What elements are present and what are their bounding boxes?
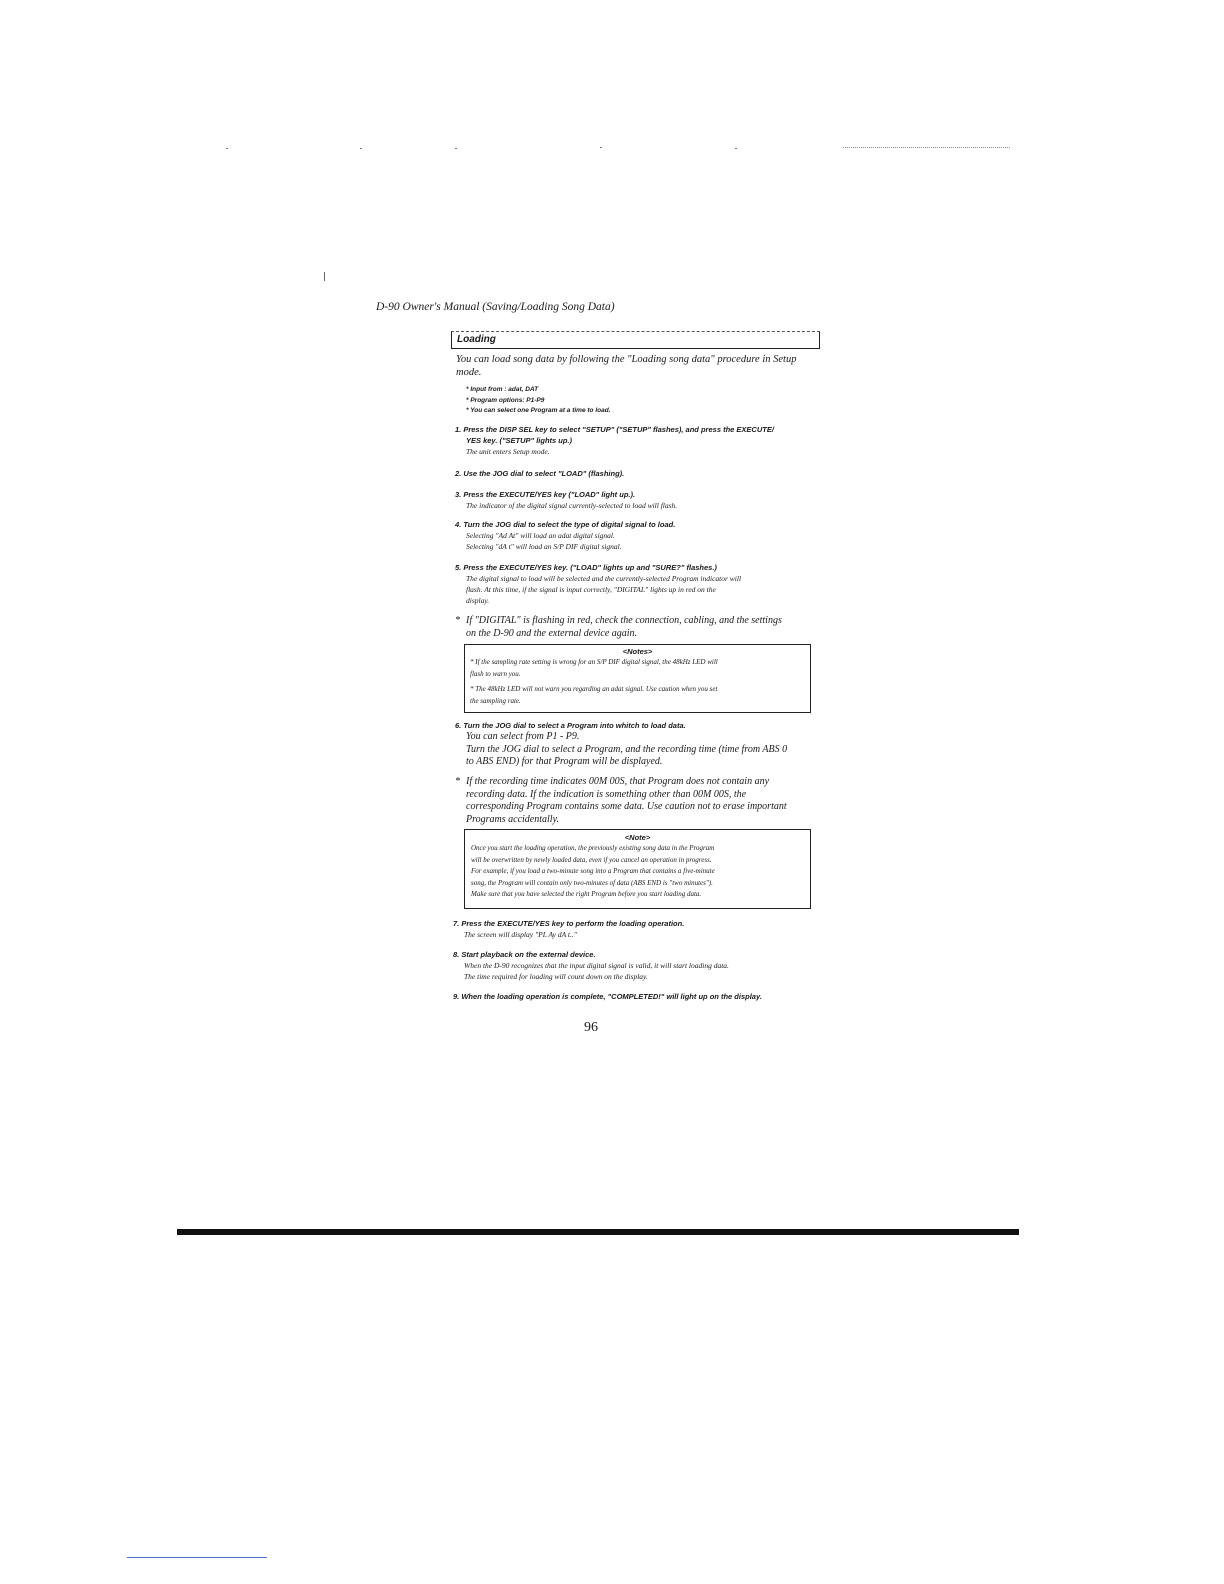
- notes-title: <Notes>: [622, 647, 653, 656]
- bullet-marker: *: [455, 776, 460, 787]
- step-9: [453, 991, 823, 1002]
- note-line: the sampling rate.: [470, 696, 521, 705]
- step-description: to ABS END) for that Program will be displayed.: [466, 756, 663, 768]
- step-heading: 2. Use the JOG dial to select "LOAD" (flashing).: [455, 469, 625, 478]
- bullet-line: If "DIGITAL" is flashing in red, check the connection, cabling, and the settings: [466, 615, 782, 626]
- spec-item: * Program options: P1-P9: [466, 396, 545, 404]
- step-4: [455, 519, 825, 552]
- step-description: The time required for loading will count down on the display.: [464, 972, 648, 981]
- bullet-line: recording data. If the indication is something other than 00M 00S, the: [466, 788, 747, 800]
- step-heading: YES key. ("SETUP" lights up.): [466, 436, 573, 445]
- running-header: D-90 Owner's Manual (Saving/Loading Song Data): [376, 301, 615, 313]
- scan-speck-row: [843, 147, 1010, 149]
- note-line: Once you start the loading operation, the previously existing song data in the Program: [471, 844, 715, 852]
- bottom-rule: [177, 1229, 1019, 1235]
- intro-paragraph: You can load song data by following the "Loading song data" procedure in Setup mode.: [456, 354, 797, 378]
- step-description: The screen will display "PL Ay dA t..": [464, 930, 577, 939]
- step-heading: 8. Start playback on the external device.: [453, 950, 596, 959]
- step-heading: 4. Turn the JOG dial to select the type of digital signal to load.: [455, 520, 676, 529]
- bullet-line: on the D-90 and the external device again.: [466, 627, 638, 639]
- caution-bullet: [455, 615, 825, 640]
- step-3: [455, 489, 825, 511]
- spec-item: * Input from : adat, DAT: [466, 386, 539, 393]
- note-line: * The 48kHz LED will not warn you regarding an adat signal. Use caution when you set: [470, 685, 718, 693]
- bullet-marker: *: [455, 615, 460, 626]
- step-heading: 5. Press the EXECUTE/YES key. ("LOAD" lights up and "SURE?" flashes.): [455, 563, 717, 572]
- step-description: flash. At this time, if the signal is input correctly, "DIGITAL" lights up in red on the: [466, 585, 716, 594]
- section-title: Loading: [457, 334, 496, 345]
- step-heading: 6. Turn the JOG dial to select a Program into whitch to load data.: [455, 721, 686, 730]
- note-box: [464, 829, 811, 909]
- step-5: [455, 562, 825, 606]
- scan-speck: [600, 147, 602, 148]
- scan-speck: [455, 148, 457, 149]
- step-description: Selecting "dA t" will load an S/P DIF digital signal.: [466, 542, 622, 551]
- step-2: [455, 468, 825, 479]
- spec-list: [466, 385, 611, 417]
- step-8: [453, 949, 823, 982]
- spec-item: * You can select one Program at a time to load.: [466, 407, 611, 414]
- step-6: [455, 720, 825, 769]
- step-description: The digital signal to load will be selected and the currently-selected Program indicator will: [466, 574, 742, 583]
- footer-underline: [127, 1557, 267, 1558]
- scan-speck: [324, 272, 325, 281]
- page-number: 96: [584, 1020, 598, 1035]
- step-description: The indicator of the digital signal currently-selected to load will flash.: [466, 501, 678, 510]
- step-heading: 1. Press the DISP SEL key to select "SETUP" ("SETUP" flashes), and press the EXECUTE/: [455, 425, 774, 434]
- note-line: For example, if you load a two-minute song into a Program that contains a five-minute: [471, 867, 715, 875]
- step-heading: 7. Press the EXECUTE/YES key to perform the loading operation.: [453, 919, 685, 928]
- step-description: You can select from P1 - P9.: [466, 731, 580, 742]
- scan-speck: [360, 148, 362, 149]
- section-title-box: [451, 331, 820, 349]
- bullet-line: corresponding Program contains some data. Use caution not to erase important: [466, 801, 787, 813]
- caution-bullet: [455, 776, 825, 826]
- step-7: [453, 918, 823, 940]
- step-heading: 9. When the loading operation is complete, "COMPLETED!" will light up on the display.: [453, 992, 762, 1001]
- scan-speck: [226, 148, 228, 149]
- step-description: The unit enters Setup mode.: [466, 447, 550, 456]
- note-line: Make sure that you have selected the right Program before you start loading data.: [471, 890, 702, 898]
- note-title: <Note>: [624, 833, 651, 842]
- note-line: will be overwritten by newly loaded data, even if you cancel an operation in progress.: [471, 855, 712, 864]
- step-description: When the D-90 recognizes that the input digital signal is valid, it will start loading data.: [464, 961, 729, 970]
- notes-box: [464, 644, 811, 713]
- note-line: song, the Program will contain only two-minutes of data (ABS END is "two minutes").: [471, 878, 713, 887]
- step-description: Selecting "Ad At" will load an adat digital signal.: [466, 531, 615, 540]
- step-description: display.: [466, 596, 490, 605]
- bullet-line: If the recording time indicates 00M 00S, that Program does not contain any: [466, 776, 770, 787]
- step-description: Turn the JOG dial to select a Program, and the recording time (time from ABS 0: [466, 743, 788, 755]
- note-line: flash to warn you.: [470, 669, 521, 678]
- scan-speck: [735, 148, 737, 149]
- bullet-line: Programs accidentally.: [466, 813, 559, 825]
- step-1: [455, 424, 825, 457]
- note-line: * If the sampling rate setting is wrong for an S/P DIF digital signal, the 48kHz LED will: [470, 658, 718, 666]
- step-heading: 3. Press the EXECUTE/YES key ("LOAD" light up.).: [455, 490, 636, 499]
